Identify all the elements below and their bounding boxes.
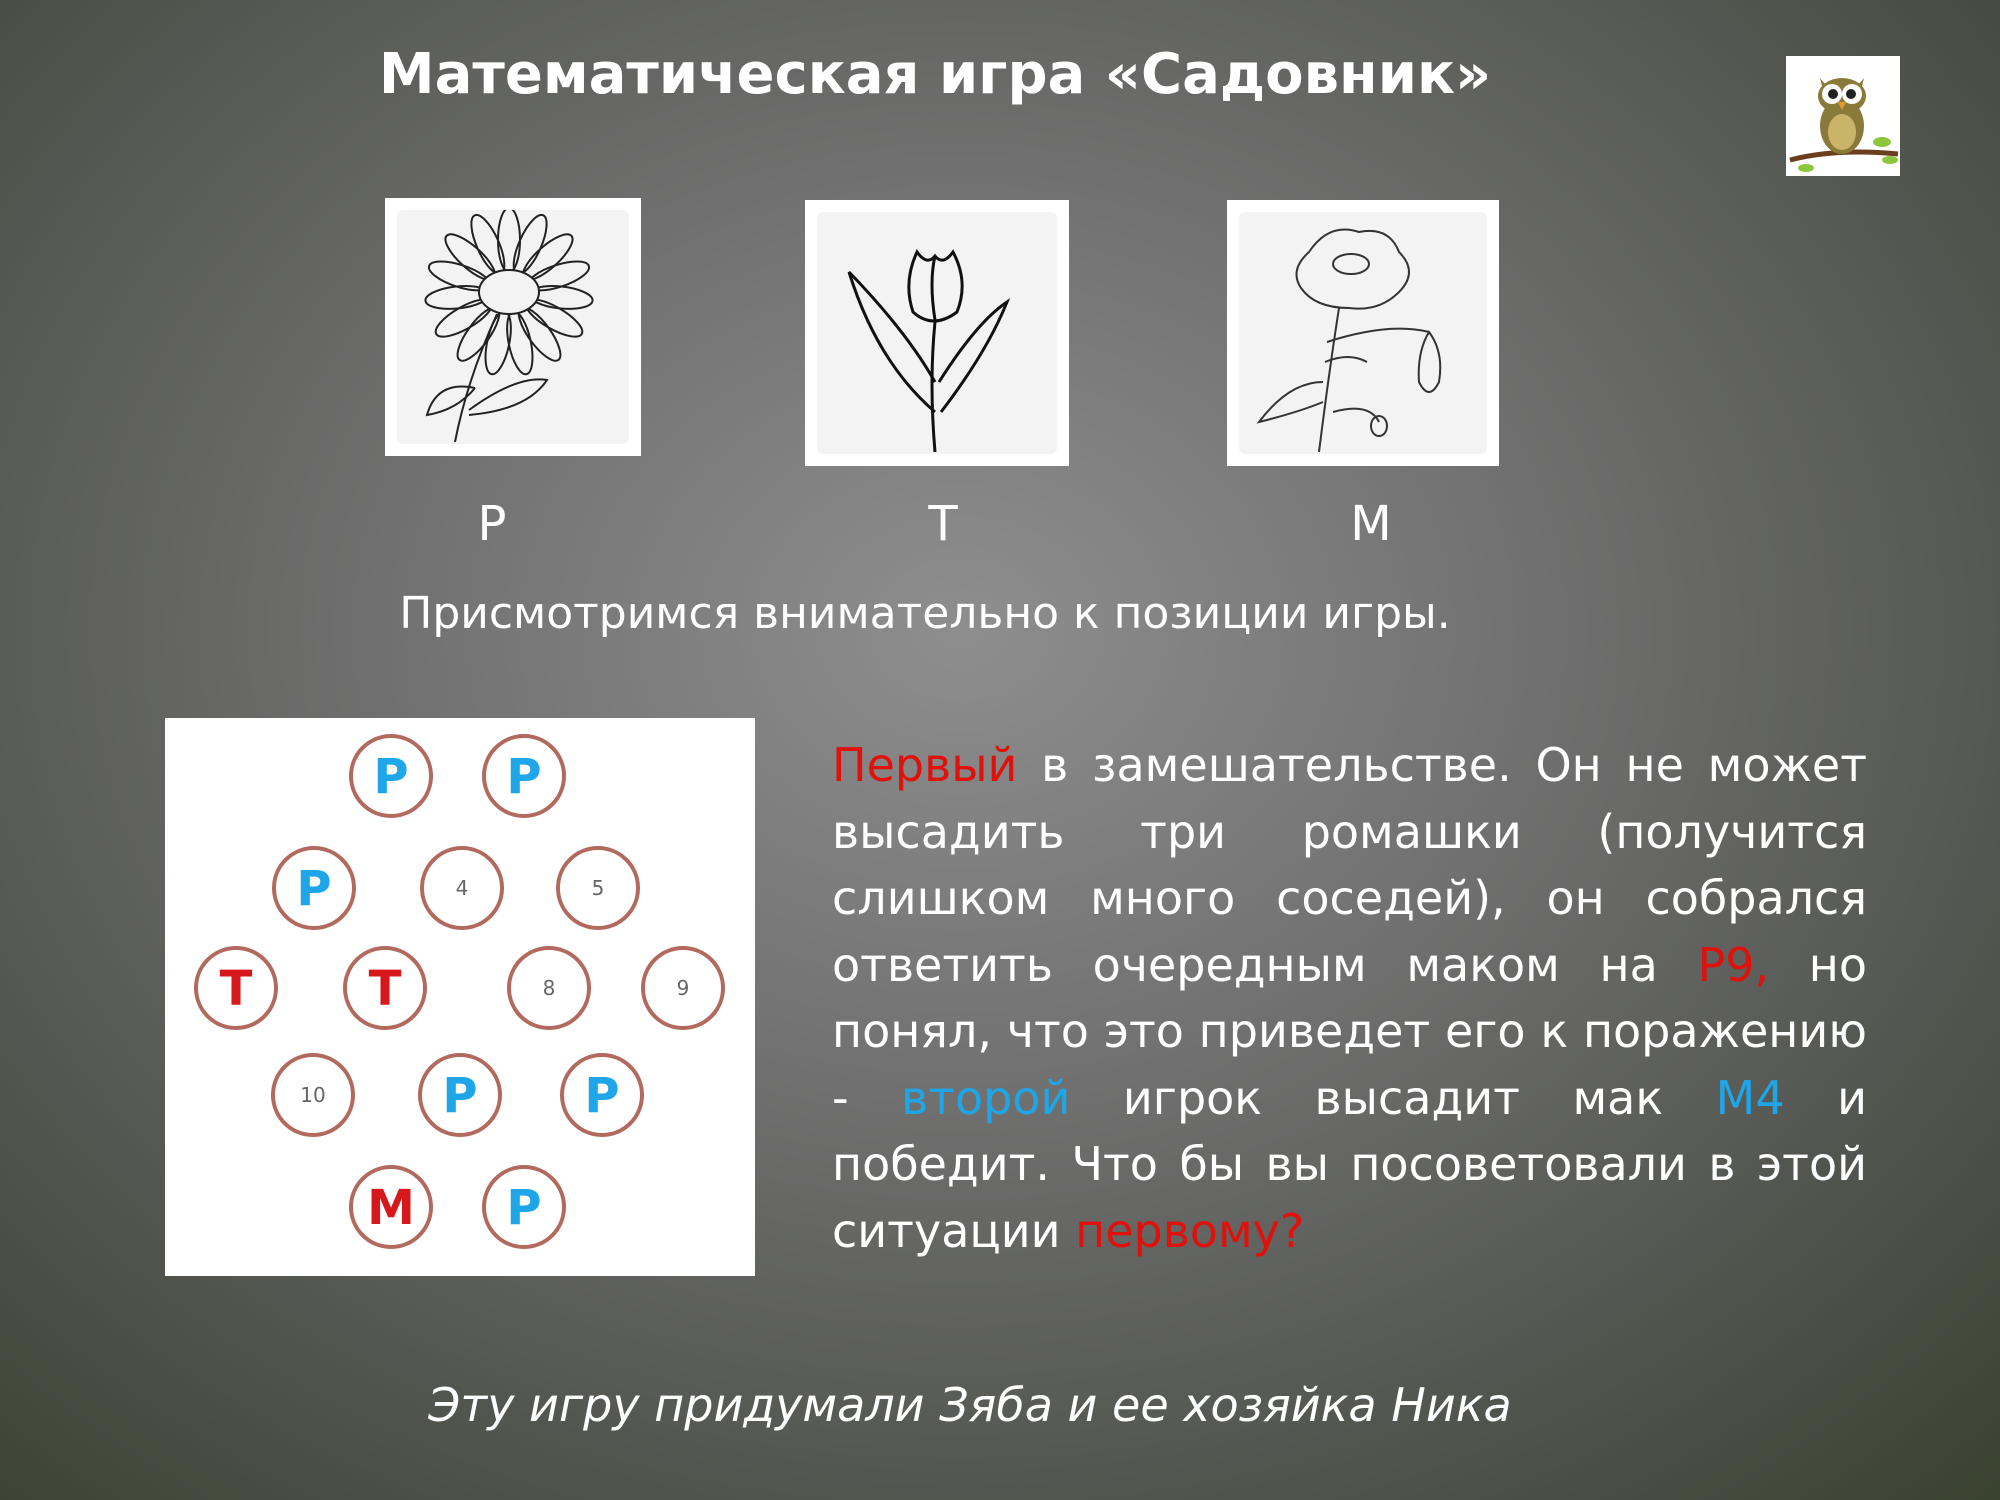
paragraph-text-4: и победит. Что бы вы посоветовали в этой ситуации (832, 1070, 1867, 1258)
board-cell-label: Р (296, 861, 332, 917)
subtitle: Присмотримся внимательно к позиции игры. (399, 588, 1451, 639)
board-cell-label: 4 (455, 876, 469, 900)
board-cell-label: 8 (542, 976, 556, 1000)
paragraph-text-3: игрок высадит мак (1070, 1070, 1716, 1125)
move-p9: Р9, (1697, 937, 1770, 992)
move-m4: М4 (1715, 1070, 1785, 1125)
owl-logo (1786, 56, 1900, 176)
board-cell-label: Р (506, 1180, 542, 1236)
tulip-image (805, 200, 1069, 466)
board-cell-3 (274, 848, 354, 928)
game-board (165, 718, 755, 1276)
question-paragraph (832, 732, 1867, 1264)
board-cell-label: 9 (676, 976, 690, 1000)
poppy-image (1227, 200, 1499, 466)
board-cell-8 (509, 948, 589, 1028)
board-cell-4 (422, 848, 502, 928)
board-cell-12 (562, 1055, 642, 1135)
first-player-word-2: первому? (1075, 1203, 1305, 1258)
board-cell-label: М (367, 1180, 415, 1236)
tulip-icon (817, 212, 1057, 454)
board-cell-label: Т (219, 961, 253, 1017)
board-cell-label: 10 (300, 1083, 326, 1107)
board-cell-label: Р (506, 749, 542, 805)
chamomile-icon (397, 210, 629, 444)
board-cell-14 (484, 1167, 564, 1247)
board-cell-11 (420, 1055, 500, 1135)
board-cell-label: Р (373, 749, 409, 805)
board-cell-9 (643, 948, 723, 1028)
slide-title: Математическая игра «Садовник» (378, 42, 1492, 107)
paragraph-text-1: в замешательстве. Он не может высадить три ромашки (получится слишком много соседей), он собрался ответить очередным маком на (832, 738, 1867, 992)
game-board-diagram (165, 718, 755, 1276)
board-cell-7 (345, 948, 425, 1028)
poppy-icon (1239, 212, 1487, 454)
board-cell-6 (196, 948, 276, 1028)
owl-icon (1786, 56, 1900, 176)
paragraph-text-2: но понял, что это приведет его к поражению - (832, 937, 1868, 1125)
second-player-word: второй (901, 1070, 1071, 1125)
first-player-word: Первый (832, 738, 1018, 792)
footer-credit: Эту игру придумали Зяба и ее хозяйка Ника (428, 1378, 1512, 1432)
chamomile-image (385, 198, 641, 456)
board-cell-label: Р (584, 1068, 620, 1124)
board-cell-1 (351, 736, 431, 816)
board-cell-label: Т (368, 961, 402, 1017)
board-cell-13 (351, 1167, 431, 1247)
board-cell-2 (484, 736, 564, 816)
flower-letter-p: Р (477, 496, 507, 552)
board-cell-label: 5 (591, 876, 605, 900)
board-cell-label: Р (442, 1068, 478, 1124)
flower-letter-t: Т (928, 496, 958, 552)
board-cell-10 (273, 1055, 353, 1135)
board-cell-5 (558, 848, 638, 928)
flower-letter-m: М (1350, 496, 1392, 552)
